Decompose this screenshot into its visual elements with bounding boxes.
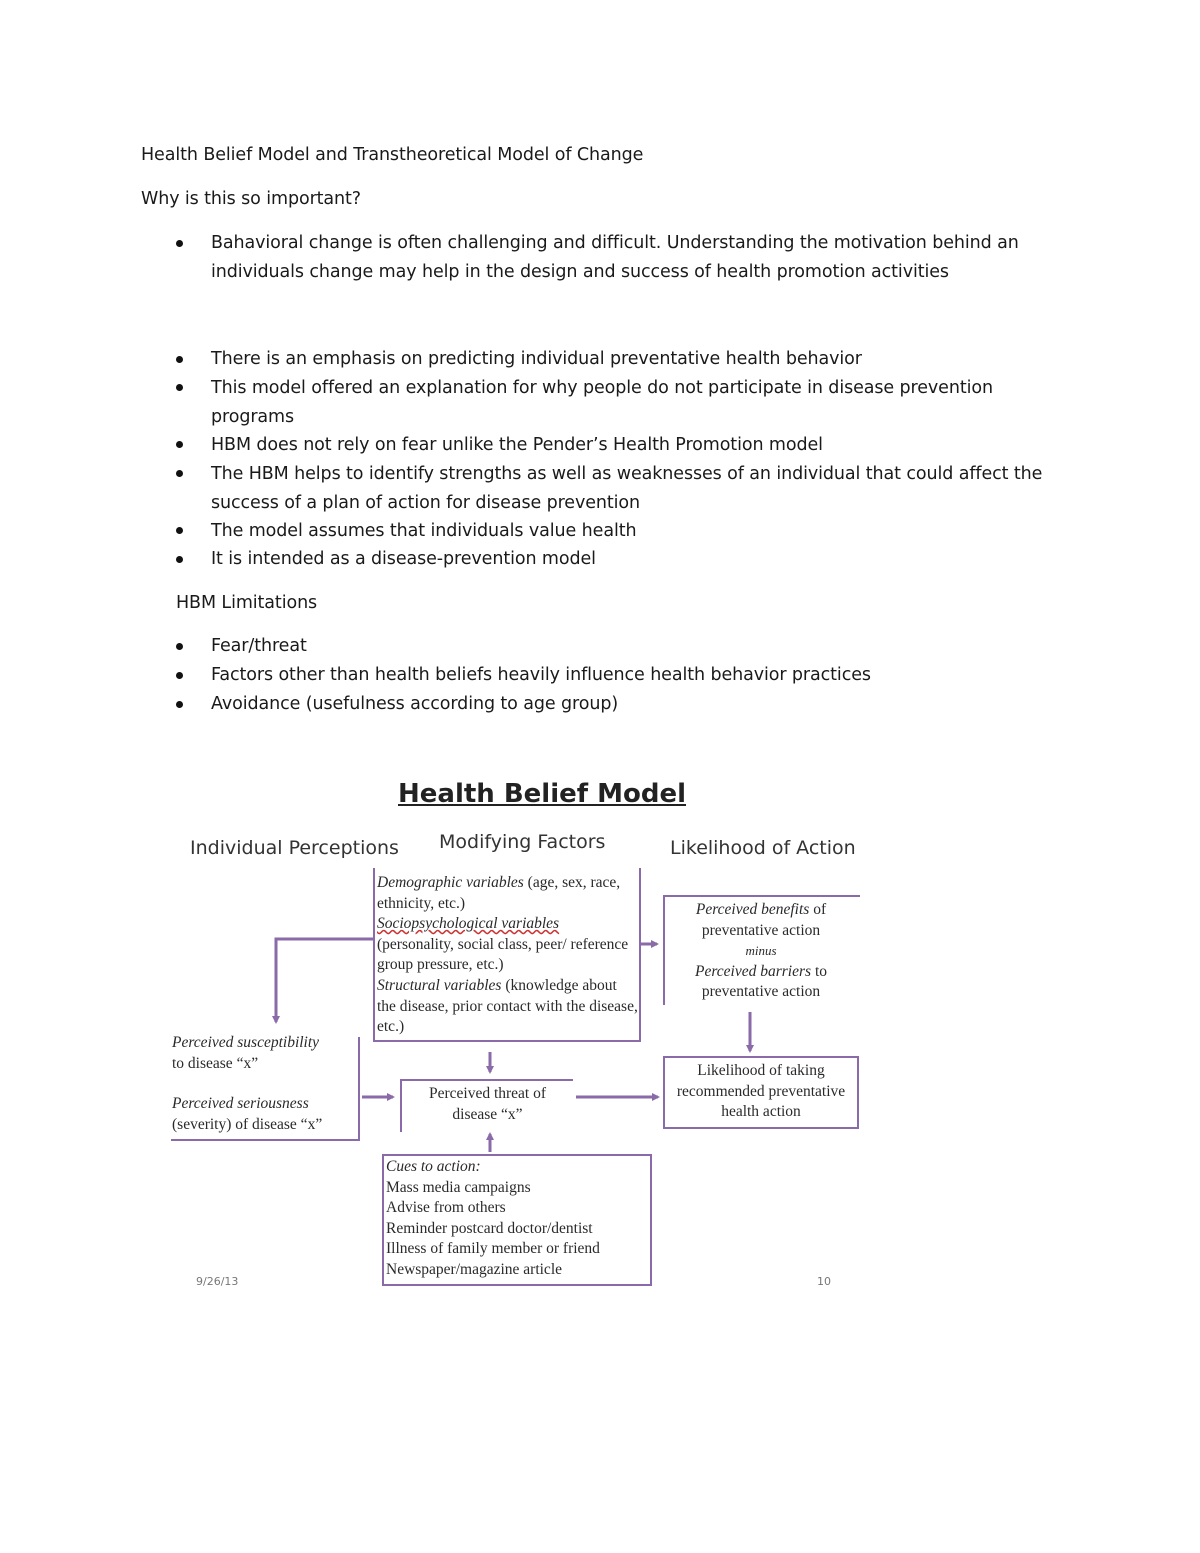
cues-label: Cues to action:	[386, 1158, 481, 1175]
cue-item: Reminder postcard doctor/dentist	[386, 1219, 593, 1237]
individual-perceptions-box	[172, 1033, 357, 1135]
list-item: This model offered an explanation for why people do not participate in disease prevention programs	[211, 378, 993, 427]
list-item: There is an emphasis on predicting individual preventative health behavior	[211, 349, 862, 369]
column-header-likelihood: Likelihood of Action	[670, 837, 856, 859]
structural-label: Structural variables	[377, 976, 502, 994]
cue-item: Newspaper/magazine article	[386, 1260, 563, 1278]
cue-item: Mass media campaigns	[386, 1178, 531, 1196]
slide-page-number: 10	[817, 1275, 831, 1288]
barriers-label: Perceived barriers	[694, 962, 812, 980]
list-item: Factors other than health beliefs heavily influence health behavior practices	[211, 665, 871, 685]
modifying-factors-box	[377, 873, 639, 1038]
structural-text: (knowledge about the disease, prior contact with the disease, etc.)	[377, 976, 638, 1036]
sociopsychological-text: (personality, social class, peer/ reference group pressure, etc.)	[377, 935, 629, 974]
demographic-text: (age, sex, race, ethnicity, etc.)	[377, 874, 621, 912]
slide-date: 9/26/13	[196, 1275, 239, 1288]
benefits-text: preventative action	[701, 921, 821, 939]
seriousness-text: (severity) of disease “x”	[172, 1115, 323, 1133]
limitations-heading: HBM Limitations	[176, 593, 318, 613]
likelihood-of-action-box: Likelihood of taking recommended preventative health action	[676, 1062, 846, 1121]
perceived-threat-box: Perceived threat of disease “x”	[428, 1085, 547, 1123]
column-header-modifying: Modifying Factors	[439, 831, 606, 853]
diagram-title: Health Belief Model	[398, 779, 687, 809]
barriers-suffix: to	[811, 962, 827, 980]
list-item: Fear/threat	[211, 636, 307, 656]
susceptibility-text: to disease “x”	[172, 1054, 259, 1072]
minus-text: minus	[745, 943, 777, 959]
list-item: Avoidance (usefulness according to age group)	[211, 694, 619, 714]
cue-item: Advise from others	[386, 1199, 506, 1217]
column-header-individual: Individual Perceptions	[190, 837, 399, 859]
list-item: HBM does not rely on fear unlike the Pender’s Health Promotion model	[211, 435, 823, 455]
list-item: It is intended as a disease-prevention model	[211, 549, 596, 569]
barriers-text: preventative action	[701, 983, 821, 1001]
list-item: The HBM helps to identify strengths as well as weaknesses of an individual that could affect the success of a plan of action for disease prevention	[211, 464, 1043, 513]
cues-to-action-box	[386, 1157, 650, 1281]
benefits-suffix: of	[809, 901, 827, 918]
demographic-label: Demographic variables	[377, 874, 524, 891]
document-heading: Health Belief Model and Transtheoretical Model of Change	[141, 145, 644, 165]
susceptibility-label: Perceived susceptibility	[172, 1034, 320, 1051]
cue-item: Illness of family member or friend	[386, 1240, 600, 1258]
list-item: Bahavioral change is often challenging and difficult. Understanding the motivation behind an individuals change may help in the design and success of health promotion activities	[211, 233, 1019, 282]
list-item: The model assumes that individuals value health	[211, 521, 637, 541]
sociopsychological-label: Sociopsychological variables	[377, 915, 560, 933]
arrow-to-perceptions	[276, 939, 373, 1022]
benefits-label: Perceived benefits	[695, 901, 810, 918]
seriousness-label: Perceived seriousness	[172, 1095, 309, 1113]
benefits-barriers-box	[670, 900, 852, 1003]
section-question: Why is this so important?	[141, 189, 361, 209]
